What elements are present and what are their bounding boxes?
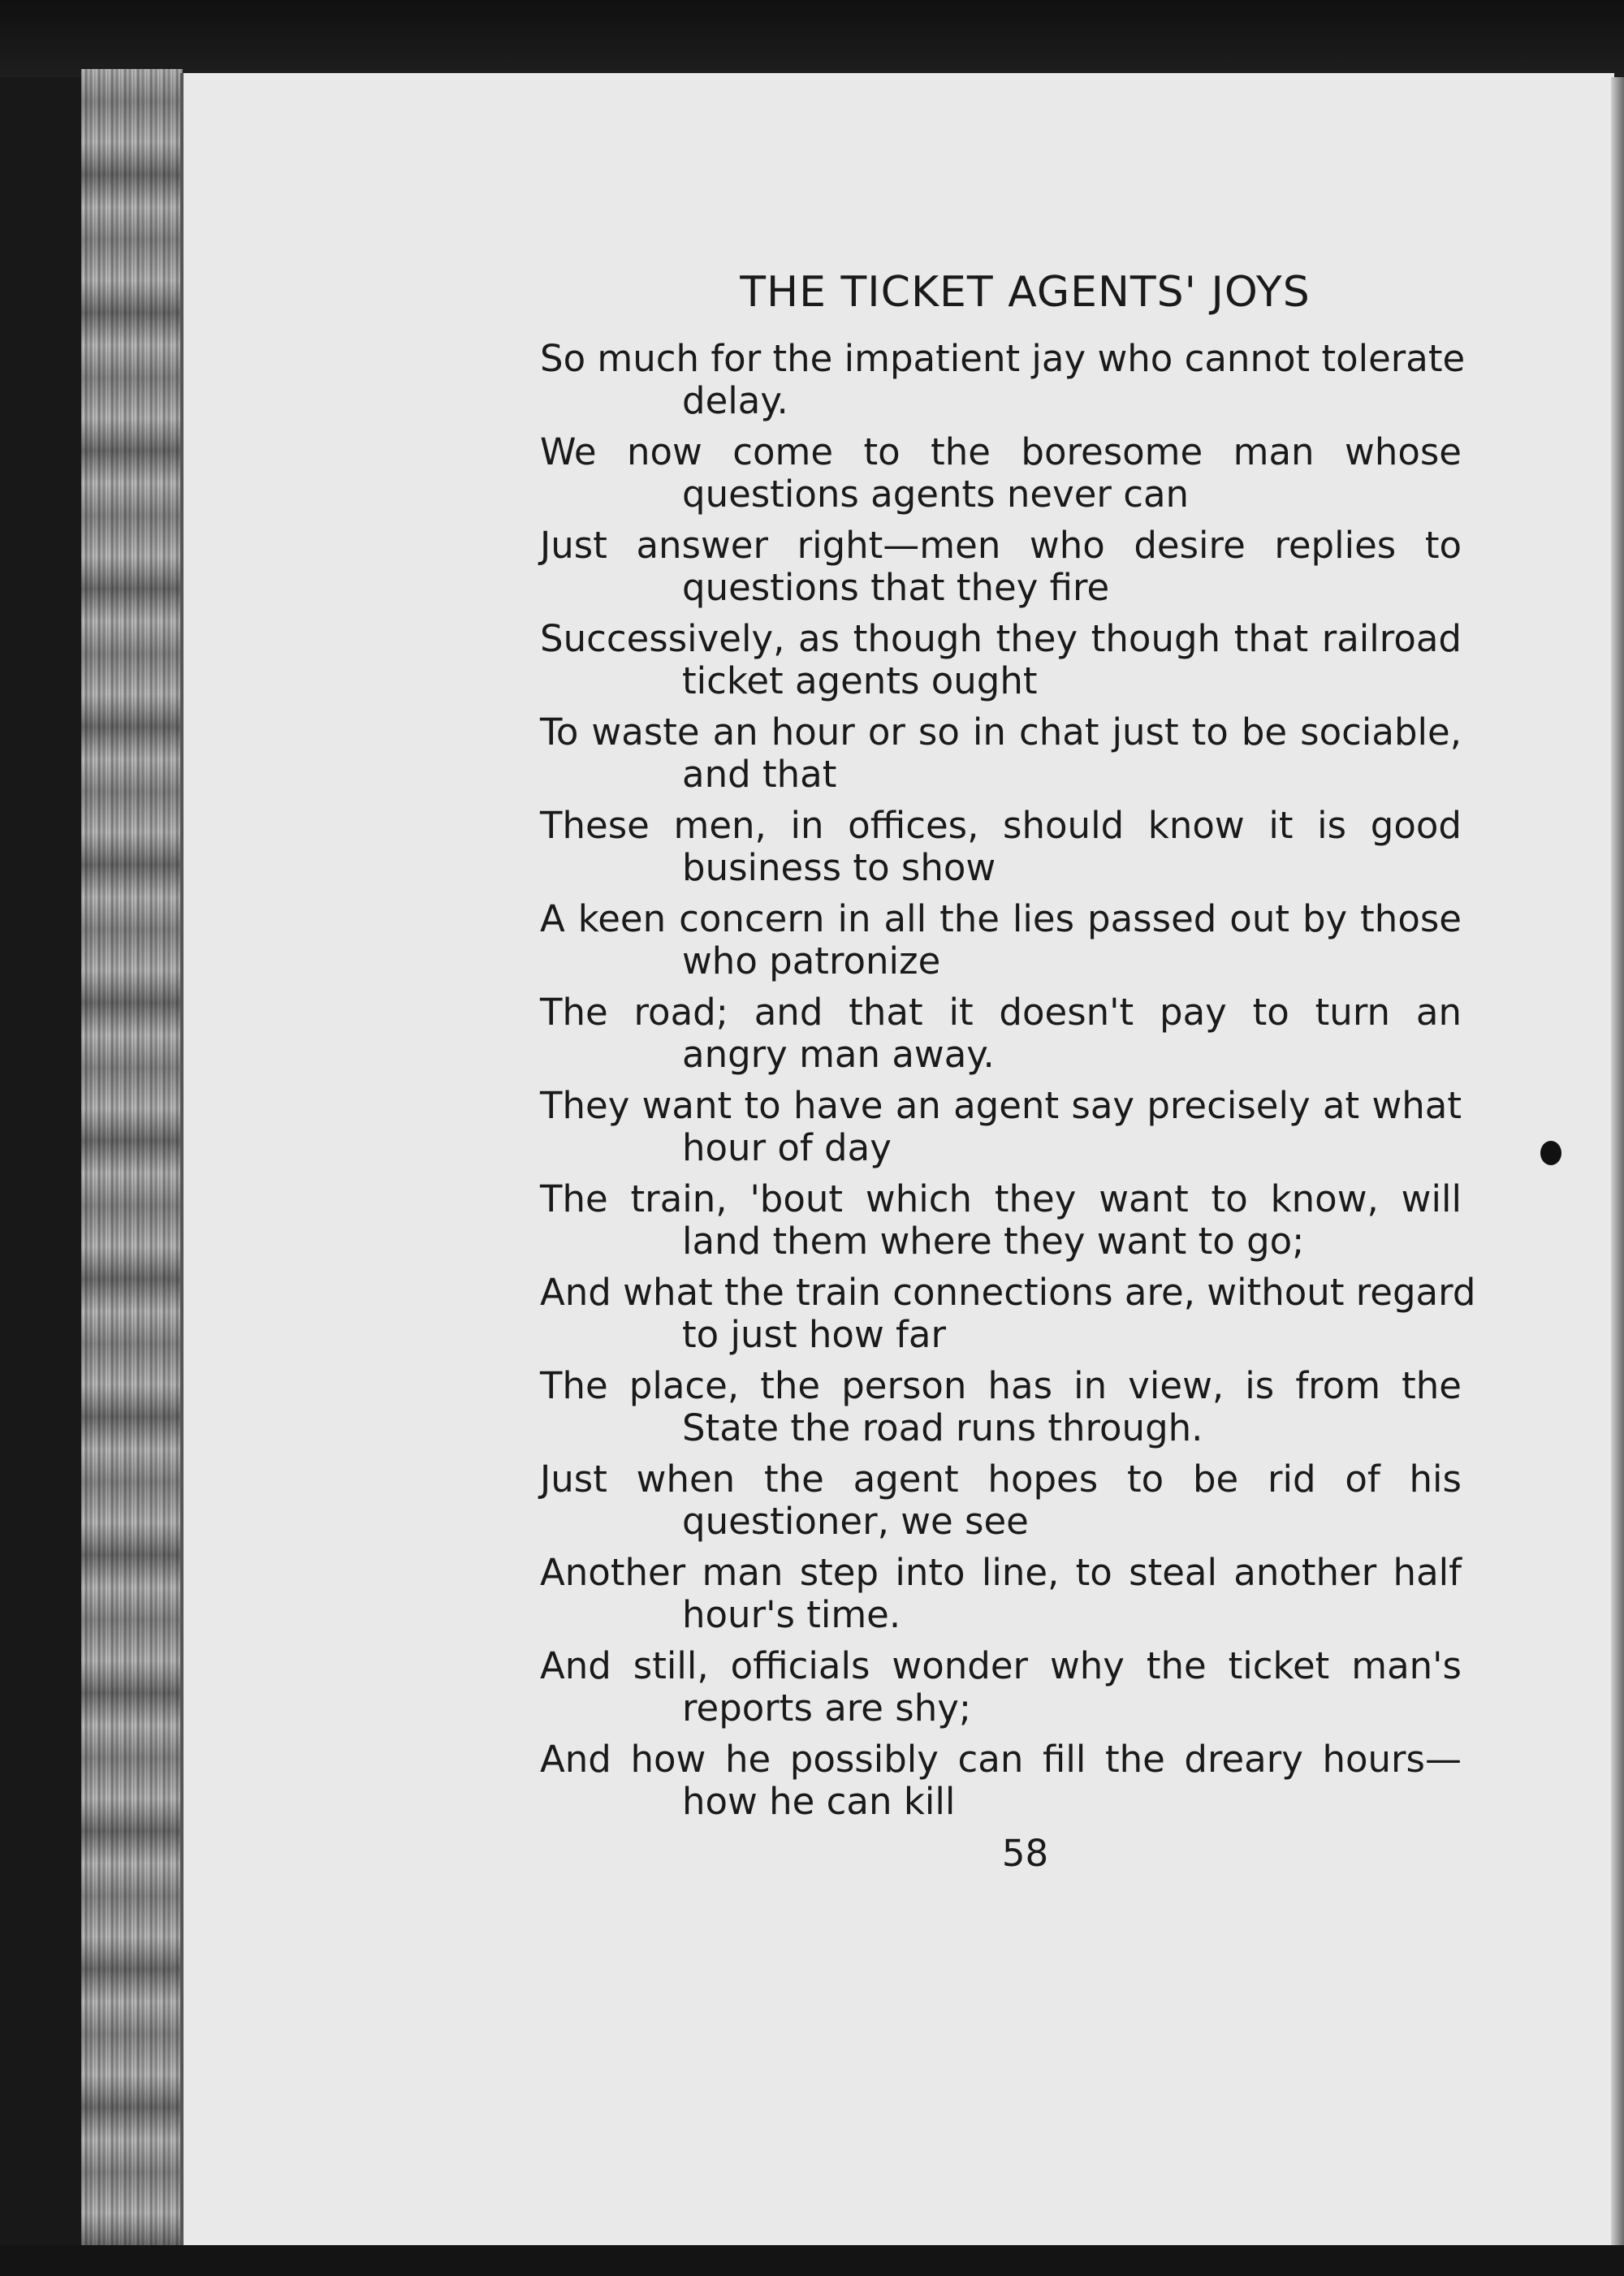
poem-line — [540, 1458, 1462, 1543]
poem-line-first: The road; and that it doesn't pay to turn an — [540, 991, 1462, 1034]
poem-line-continuation: angry man away. — [682, 1033, 995, 1076]
poem-line — [540, 711, 1462, 796]
poem-line — [540, 1738, 1462, 1823]
poem-line — [540, 1085, 1462, 1169]
poem-line-first: And what the train connections are, without regard — [540, 1271, 1476, 1314]
poem-line — [540, 337, 1466, 422]
poem-line-continuation: who patronize — [682, 939, 941, 983]
page-content — [540, 268, 1476, 1875]
poem-line-continuation: questions agents never can — [682, 473, 1190, 516]
poem-line-first: The train, 'bout which they want to know, will — [540, 1177, 1462, 1220]
poem-line-continuation: State the road runs through. — [682, 1406, 1203, 1449]
poem-line-continuation: delay. — [682, 379, 788, 422]
poem-line-continuation: questioner, we see — [682, 1500, 1029, 1543]
poem-line — [540, 1552, 1462, 1636]
poem-line-continuation: business to show — [682, 846, 996, 889]
poem-line-first: Just answer right—men who desire replies to — [540, 524, 1462, 567]
poem-line-first: Just when the agent hopes to be rid of his — [540, 1458, 1462, 1501]
poem-line — [540, 1365, 1462, 1449]
poem-line — [540, 431, 1462, 516]
top-shadow — [0, 0, 1624, 77]
poem-line-first: The place, the person has in view, is from the — [540, 1364, 1462, 1407]
poem-line-continuation: how he can kill — [682, 1780, 956, 1823]
page-number: 58 — [1001, 1832, 1049, 1875]
bottom-shadow — [0, 2245, 1624, 2276]
poem-line-first: We now come to the boresome man whose — [540, 430, 1462, 473]
poem-line-first: These men, in offices, should know it is good — [540, 804, 1462, 847]
poem-line — [540, 898, 1462, 983]
poem-line — [540, 618, 1462, 702]
poem-stanza — [540, 337, 1476, 1823]
poem-line-first: And still, officials wonder why the ticket man's — [540, 1644, 1462, 1687]
poem-line — [540, 805, 1462, 889]
poem-line — [540, 991, 1462, 1076]
poem-line-first: They want to have an agent say precisely at what — [540, 1084, 1462, 1127]
poem-line-continuation: ticket agents ought — [682, 659, 1038, 702]
poem-line-continuation: hour's time. — [682, 1593, 901, 1636]
poem-line-continuation: to just how far — [682, 1313, 946, 1356]
poem-line-first: To waste an hour or so in chat just to be sociable, — [540, 710, 1462, 754]
poem-line-continuation: reports are shy; — [682, 1686, 972, 1730]
poem-line-first: And how he possibly can fill the dreary hours— — [540, 1738, 1462, 1781]
poem-line-continuation: land them where they want to go; — [682, 1220, 1305, 1263]
poem-line-first: So much for the impatient jay who cannot tolerate — [540, 337, 1466, 380]
poem-line — [540, 525, 1462, 609]
poem-line — [540, 1645, 1462, 1730]
poem-line — [540, 1178, 1462, 1263]
poem-line-first: Another man step into line, to steal another half — [540, 1551, 1462, 1594]
book-binding-shading — [81, 69, 183, 2261]
poem-line-first: Successively, as though they though that railroad — [540, 617, 1462, 660]
poem-line-continuation: and that — [682, 753, 837, 796]
poem-line-continuation: questions that they fire — [682, 566, 1110, 609]
poem-line-first: A keen concern in all the lies passed out by those — [540, 897, 1462, 940]
poem-line — [540, 1271, 1476, 1356]
page-heading: THE TICKET AGENTS' JOYS — [740, 268, 1311, 317]
poem-line-continuation: hour of day — [682, 1126, 892, 1169]
page-right-edge — [1611, 77, 1624, 2245]
ink-spot — [1540, 1141, 1561, 1165]
